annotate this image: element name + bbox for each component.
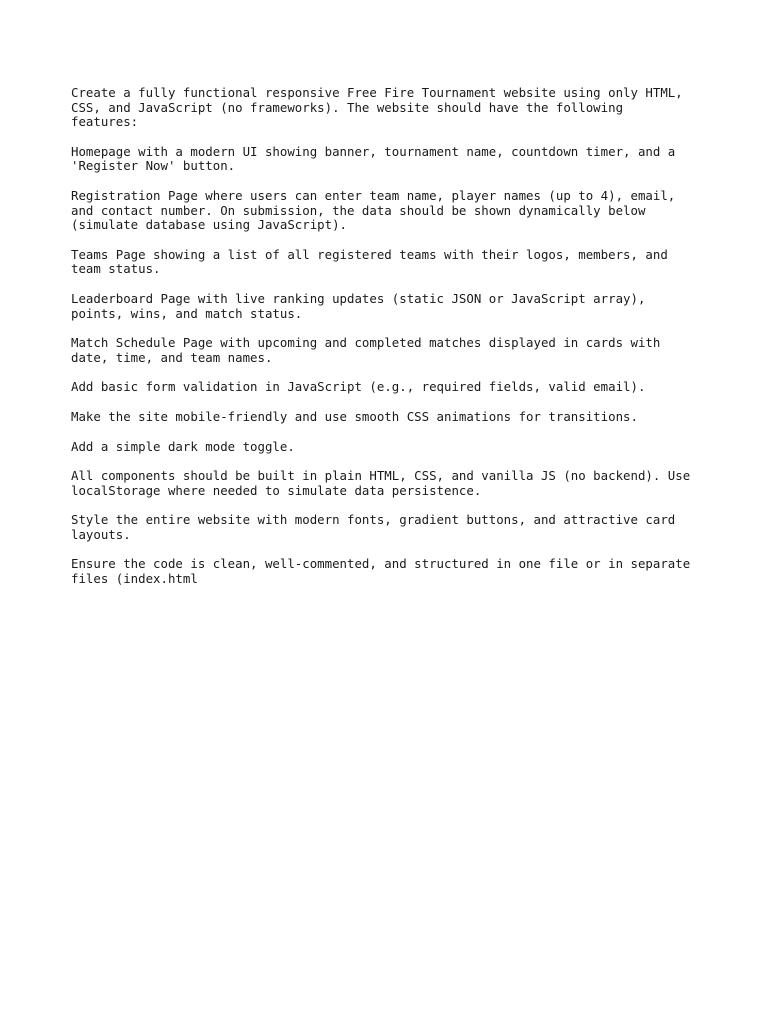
paragraph-mobile: Make the site mobile-friendly and use smooth CSS animations for transitions.	[71, 408, 638, 424]
paragraph-homepage: Homepage with a modern UI showing banner, tournament name, countdown timer, and a 'Register Now' button.	[71, 143, 676, 174]
document-body	[71, 86, 711, 602]
paragraph-match-schedule: Match Schedule Page with upcoming and completed matches displayed in cards with date, time, and team names.	[71, 335, 661, 365]
paragraph-registration: Registration Page where users can enter team name, player names (up to 4), email, and contact number. On submission, the data should be shown dynamically below (simulate database using JavaScript).	[71, 187, 676, 233]
paragraph-code-quality: Ensure the code is clean, well-commented, and structured in one file or in separate files (index.html	[71, 556, 691, 587]
paragraph-validation: Add basic form validation in JavaScript (e.g., required fields, valid email).	[71, 379, 646, 395]
paragraph-teams: Teams Page showing a list of all registered teams with their logos, members, and team status.	[71, 246, 668, 277]
paragraph-leaderboard: Leaderboard Page with live ranking updates (static JSON or JavaScript array), points, wins, and match status.	[71, 290, 646, 321]
paragraph-intro: Create a fully functional responsive Free Fire Tournament website using only HTML, CSS, and JavaScript (no frameworks). The website should have the following features:	[71, 85, 683, 130]
paragraph-style: Style the entire website with modern fonts, gradient buttons, and attractive card layouts.	[71, 512, 676, 542]
paragraph-components: All components should be built in plain HTML, CSS, and vanilla JS (no backend). Use localStorage where needed to simulate data persistence.	[71, 468, 691, 498]
paragraph-dark-mode: Add a simple dark mode toggle.	[71, 438, 295, 454]
